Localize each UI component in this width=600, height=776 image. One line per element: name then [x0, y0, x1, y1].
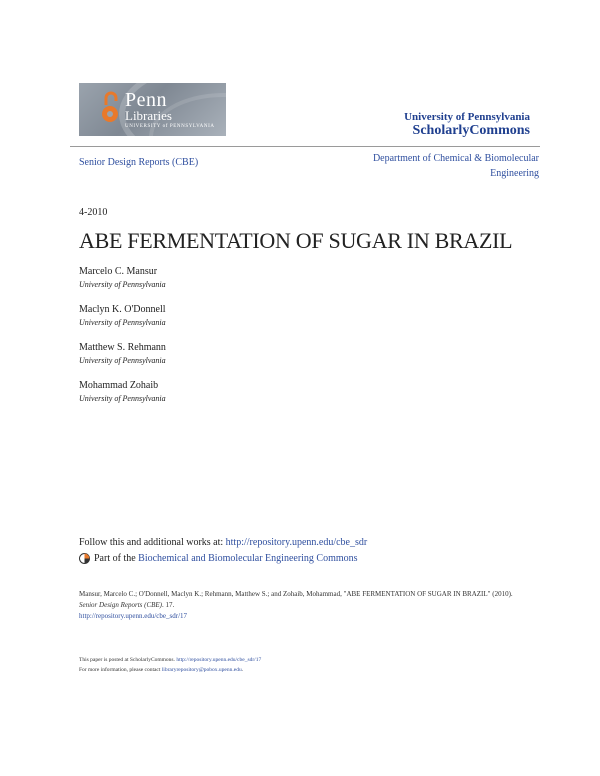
commons-network-icon: [79, 553, 90, 564]
contact-notice: [79, 667, 243, 673]
repository-name[interactable]: ScholarlyCommons: [412, 123, 530, 138]
contact-suffix: .: [241, 667, 244, 673]
follow-line: [79, 537, 367, 548]
follow-prefix: Follow this and additional works at:: [79, 537, 224, 548]
header-divider: [70, 146, 540, 147]
author-affiliation: University of Pennsylvania: [79, 318, 166, 327]
contact-prefix: For more information, please contact: [79, 667, 161, 673]
posted-url-link[interactable]: http://repository.upenn.edu/cbe_sdr/17: [176, 657, 262, 663]
posted-prefix: This paper is posted at ScholarlyCommons.: [79, 657, 175, 663]
citation-text: Mansur, Marcelo C.; O'Donnell, Maclyn K.; Rehmann, Matthew S.; and Zohaib, Mohammad, "ABE FERMENTATION OF SUGAR IN BRAZIL" (2010).: [79, 590, 513, 598]
logo-penn-text: Penn: [125, 89, 167, 111]
logo-libraries-text: Libraries: [125, 108, 172, 123]
citation-series: Senior Design Reports (CBE): [79, 601, 163, 609]
citation-number: . 17.: [162, 601, 175, 609]
series-link[interactable]: Senior Design Reports (CBE): [79, 157, 199, 168]
commons-discipline-link[interactable]: Biochemical and Biomolecular Engineering Commons: [138, 553, 358, 564]
open-access-lock-icon: [101, 91, 119, 125]
department-link[interactable]: Department of Chemical & Biomolecular Engineering: [372, 153, 539, 179]
contact-email-link[interactable]: libraryrepository@pobox.upenn.edu: [161, 667, 242, 673]
recommended-citation: [79, 589, 529, 622]
author-name: Maclyn K. O'Donnell: [79, 304, 166, 315]
citation-url-link[interactable]: http://repository.upenn.edu/cbe_sdr/17: [79, 612, 188, 620]
posted-notice: [79, 657, 261, 663]
author-affiliation: University of Pennsylvania: [79, 356, 166, 365]
follow-url-link[interactable]: http://repository.upenn.edu/cbe_sdr: [225, 537, 368, 548]
part-of-line: [79, 553, 358, 564]
author-name: Marcelo C. Mansur: [79, 266, 158, 277]
author-affiliation: University of Pennsylvania: [79, 280, 166, 289]
document-title: ABE FERMENTATION OF SUGAR IN BRAZIL: [79, 228, 513, 253]
penn-libraries-logo: [79, 83, 226, 136]
author-name: Mohammad Zohaib: [79, 380, 159, 391]
logo-tagline: UNIVERSITY of PENNSYLVANIA: [125, 124, 215, 129]
author-name: Matthew S. Rehmann: [79, 342, 166, 353]
publication-date: 4-2010: [79, 207, 108, 218]
author-affiliation: University of Pennsylvania: [79, 394, 166, 403]
institution-name[interactable]: University of Pennsylvania: [404, 111, 530, 123]
partof-prefix: Part of the: [94, 553, 136, 564]
